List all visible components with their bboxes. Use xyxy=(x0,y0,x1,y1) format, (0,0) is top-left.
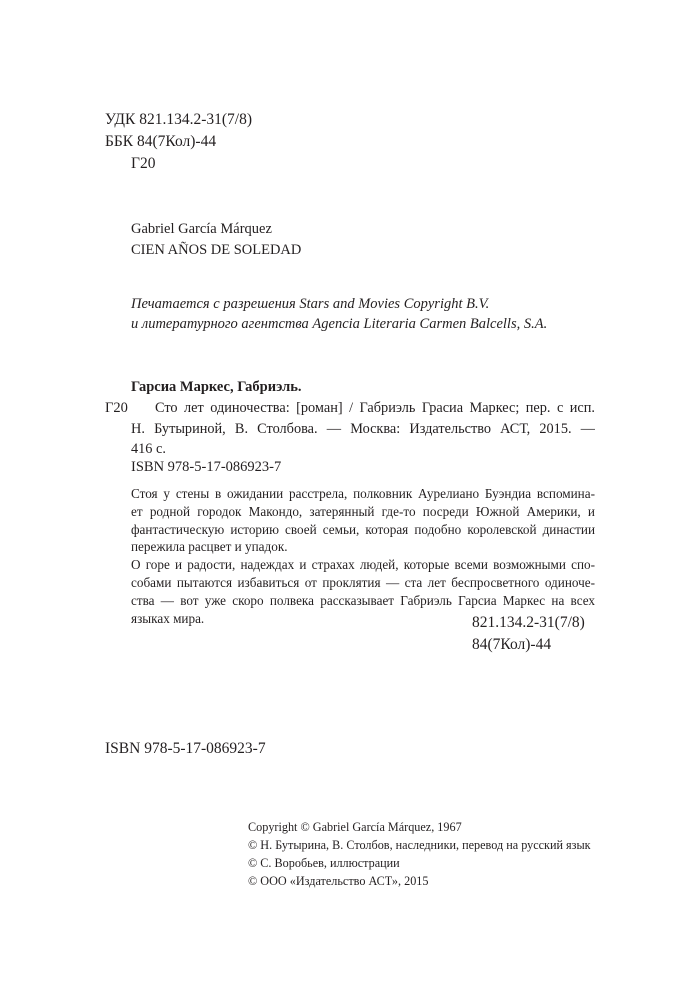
catalog-isbn: ISBN 978-5-17-086923-7 xyxy=(131,459,282,475)
copyright-line: Copyright © Gabriel García Márquez, 1967 xyxy=(248,820,462,834)
original-title: CIEN AÑOS DE SOLEDAD xyxy=(131,242,302,258)
udk-code: УДК 821.134.2-31(7/8) xyxy=(105,111,252,128)
original-author: Gabriel García Márquez xyxy=(131,221,272,237)
catalog-description xyxy=(155,398,595,419)
annotation-line: пережила расцвет и упадок. xyxy=(131,539,288,555)
annotation-line: Стоя у стены в ожидании расстрела, полковник Аурелиано Буэндиа вспомина- xyxy=(131,486,595,501)
annotation xyxy=(131,485,595,627)
permission-line-2: и литературного агентства Agencia Literaria Carmen Balcells, S.A. xyxy=(131,316,548,332)
bbk-code: ББК 84(7Кол)-44 xyxy=(105,133,217,150)
annotation-line: О горе и радости, надеждах и страхах людей, которые всеми возможными спо- xyxy=(131,557,595,573)
copyright-line: © Н. Бутырина, В. Столбов, наследники, перевод на русский язык xyxy=(248,838,591,852)
copyright-line: © С. Воробьев, иллюстрации xyxy=(248,856,400,870)
annotation-line: собами пытаются избавиться от проклятия — ста лет беспросветного одиноче- xyxy=(131,574,595,590)
catalog-desc-line: 416 с. xyxy=(131,441,166,457)
catalog-desc-line: Н. Бутыриной, В. Столбова. — Москва: Издательство АСТ, 2015. — xyxy=(131,420,595,437)
copyright-line: © ООО «Издательство АСТ», 2015 xyxy=(248,874,429,888)
annotation-line: фантастическую историю своей семьи, которая подобно королевской династии xyxy=(131,521,595,537)
isbn-footer: ISBN 978-5-17-086923-7 xyxy=(105,740,266,757)
annotation-line: ства — вот уже скоро полвека рассказывает Габриэль Гарсиа Маркес на всех xyxy=(131,592,595,608)
catalog-udc-code: 821.134.2-31(7/8) xyxy=(472,614,585,631)
annotation-line: ет родной городок Макондо, затерянный где-то посреди Южной Америки, и xyxy=(131,503,595,519)
author-mark: Г20 xyxy=(131,155,156,172)
annotation-line: языках мира. xyxy=(131,610,205,626)
catalog-bbk-code: 84(7Кол)-44 xyxy=(472,636,552,653)
catalog-heading: Гарсиа Маркес, Габриэль. xyxy=(131,379,302,395)
catalog-author-mark: Г20 xyxy=(105,400,128,416)
catalog-desc-line: Сто лет одиночества: [роман] / Габриэль Грасиа Маркес; пер. с исп. xyxy=(155,400,595,416)
catalog-description-cont xyxy=(131,419,595,460)
permission-line-1: Печатается с разрешения Stars and Movies Copyright B.V. xyxy=(131,296,490,312)
